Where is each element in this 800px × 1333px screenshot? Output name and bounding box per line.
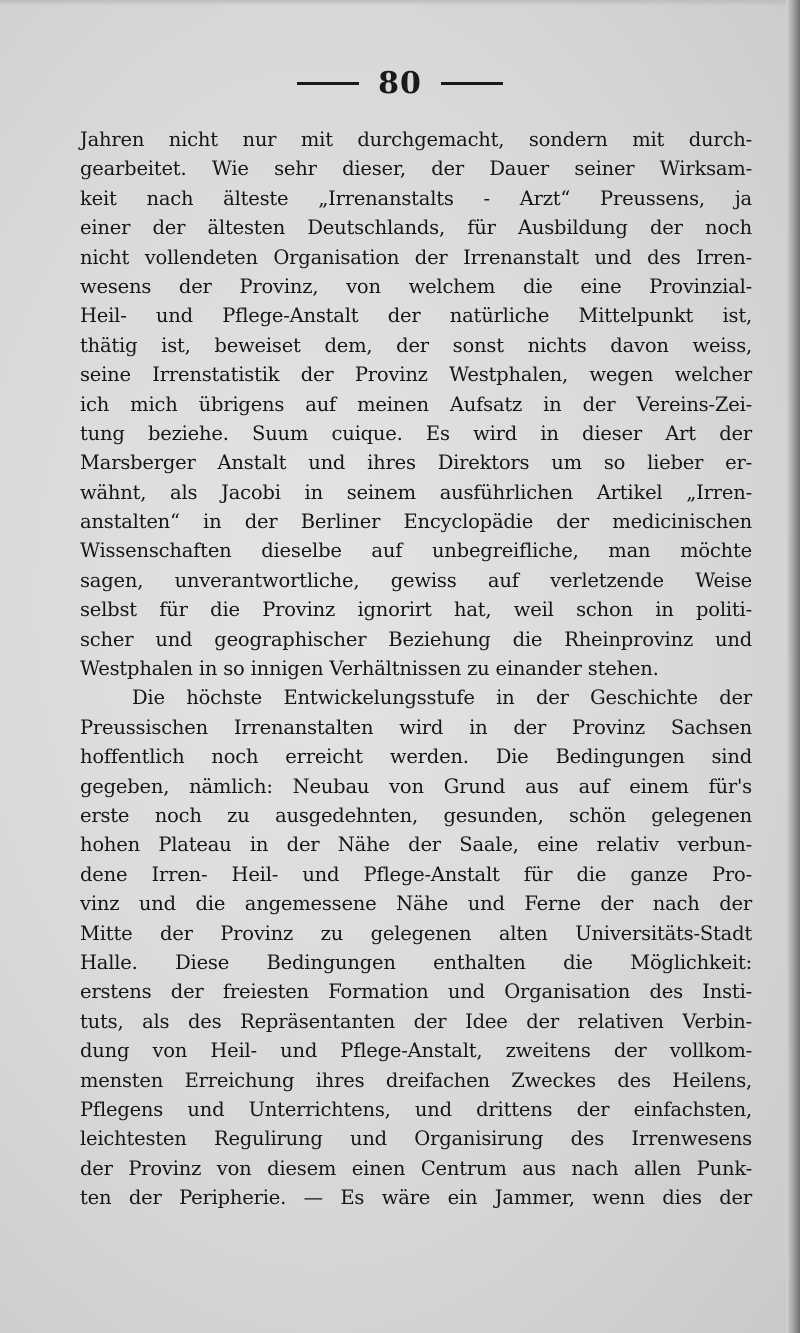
text-line: Marsberger Anstalt und ihres Direktors um so lieber er- bbox=[80, 451, 752, 475]
text-line: Mitte der Provinz zu gelegenen alten Universitäts-Stadt bbox=[80, 921, 752, 945]
text-line: wesens der Provinz, von welchem die eine Provinzial- bbox=[80, 274, 752, 298]
text-line: erste noch zu ausgedehnten, gesunden, schön gelegenen bbox=[80, 803, 752, 827]
text-line: Pflegens und Unterrichtens, und drittens der einfachsten, bbox=[80, 1097, 752, 1121]
text-line: einer der ältesten Deutschlands, für Ausbildung der noch bbox=[80, 216, 752, 240]
page-binding-edge bbox=[786, 0, 800, 1333]
text-line: scher und geographischer Beziehung die Rheinprovinz und bbox=[80, 627, 752, 651]
text-line: gegeben, nämlich: Neubau von Grund aus auf einem für's bbox=[80, 774, 752, 798]
text-line: vinz und die angemessene Nähe und Ferne der nach der bbox=[80, 892, 752, 916]
body-text bbox=[80, 125, 752, 1212]
page-number: 80 bbox=[378, 66, 422, 101]
text-line: sagen, unverantwortliche, gewiss auf verletzende Weise bbox=[80, 568, 752, 592]
text-line: keit nach älteste „Irrenanstalts - Arzt“ Preussens, ja bbox=[80, 186, 752, 210]
text-line: Die höchste Entwickelungsstufe in der Geschichte der bbox=[132, 686, 752, 710]
text-line: ten der Peripherie. — Es wäre ein Jammer, wenn dies der bbox=[80, 1186, 752, 1210]
text-line: nicht vollendeten Organisation der Irrenanstalt und des Irren- bbox=[80, 245, 752, 269]
text-line: Heil- und Pflege-Anstalt der natürliche Mittelpunkt ist, bbox=[80, 304, 752, 328]
header-rule-left bbox=[297, 82, 359, 85]
text-line: tung beziehe. Suum cuique. Es wird in dieser Art der bbox=[80, 421, 752, 445]
text-line: Halle. Diese Bedingungen enthalten die Möglichkeit: bbox=[80, 950, 752, 974]
text-line: tuts, als des Repräsentanten der Idee der relativen Verbin- bbox=[80, 1009, 752, 1033]
text-line: hoffentlich noch erreicht werden. Die Bedingungen sind bbox=[80, 745, 752, 769]
text-line: leichtesten Regulirung und Organisirung des Irrenwesens bbox=[80, 1127, 752, 1151]
text-line: ich mich übrigens auf meinen Aufsatz in der Vereins-Zei- bbox=[80, 392, 752, 416]
text-line: der Provinz von diesem einen Centrum aus nach allen Punk- bbox=[80, 1156, 752, 1180]
text-line: seine Irrenstatistik der Provinz Westphalen, wegen welcher bbox=[80, 363, 752, 387]
text-line: gearbeitet. Wie sehr dieser, der Dauer seiner Wirksam- bbox=[80, 157, 752, 181]
text-line: anstalten“ in der Berliner Encyclopädie der medicinischen bbox=[80, 510, 752, 534]
text-line: erstens der freiesten Formation und Organisation des Insti- bbox=[80, 980, 752, 1004]
text-line: selbst für die Provinz ignorirt hat, weil schon in politi- bbox=[80, 598, 752, 622]
text-line: thätig ist, beweiset dem, der sonst nichts davon weiss, bbox=[80, 333, 752, 357]
header-rule-right bbox=[441, 82, 503, 85]
text-line: Westphalen in so innigen Verhältnissen zu einander stehen. bbox=[80, 657, 659, 681]
text-line: dene Irren- Heil- und Pflege-Anstalt für die ganze Pro- bbox=[80, 862, 752, 886]
text-line: Jahren nicht nur mit durchgemacht, sondern mit durch- bbox=[80, 128, 752, 151]
text-line: dung von Heil- und Pflege-Anstalt, zweitens der vollkom- bbox=[80, 1039, 752, 1063]
text-line: Preussischen Irrenanstalten wird in der Provinz Sachsen bbox=[80, 715, 752, 739]
text-line: Wissenschaften dieselbe auf unbegreifliche, man möchte bbox=[80, 539, 752, 563]
page-top-shadow bbox=[0, 0, 800, 6]
text-line: wähnt, als Jacobi in seinem ausführlichen Artikel „Irren- bbox=[80, 480, 752, 504]
text-line: mensten Erreichung ihres dreifachen Zweckes des Heilens, bbox=[80, 1068, 752, 1092]
page-header bbox=[0, 66, 800, 106]
text-line: hohen Plateau in der Nähe der Saale, eine relativ verbun- bbox=[80, 833, 752, 857]
